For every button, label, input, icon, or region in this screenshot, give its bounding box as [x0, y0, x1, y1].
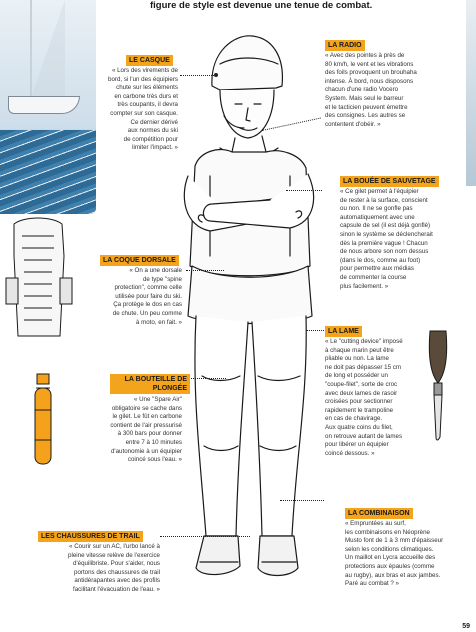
text-line: protections aux épaules (comme	[345, 562, 435, 570]
text-line: « Avec des pointes à près de	[325, 52, 405, 59]
text-line: Aux quatre coins du filet,	[325, 423, 393, 431]
text-line: pleine vitesse relève de l'exercice	[68, 551, 160, 559]
text-line: « Courir sur un AC, l'urbo lancé à	[69, 543, 160, 550]
text-line: aux normes du ski	[127, 127, 178, 135]
text-line: de type "spine	[142, 275, 182, 283]
text-line: pour permettre aux médias	[340, 265, 414, 273]
text-line: dès la première vague ! Chacun	[340, 239, 428, 247]
text-line: compter sur son casque.	[110, 109, 178, 117]
text-line: portons des chaussures de trail	[74, 568, 160, 576]
label-radio: LA RADIO	[325, 40, 365, 51]
text-line: antidérapantes avec des profils	[74, 577, 160, 585]
text-line: Un maillot en Lycra accueille des	[345, 554, 436, 562]
text-line: "coupe-filet", sorte de croc	[325, 380, 398, 388]
leader-dot	[214, 73, 218, 77]
text-line: pliable ou non. La lame	[325, 355, 389, 363]
text-line: avec deux lames de rasoir	[325, 389, 398, 397]
text-bouee	[340, 188, 470, 291]
text-line: chute sur les éléments	[116, 84, 178, 92]
text-lame	[325, 338, 427, 458]
label-casque: LE CASQUE	[126, 55, 173, 66]
text-casque	[76, 67, 178, 153]
text-line: bord, si l'un des équipiers	[108, 75, 178, 83]
page-number: 59	[462, 623, 470, 630]
text-line: entre 7 à 10 minutes	[125, 438, 182, 446]
label-chaussures: LES CHAUSSURES DE TRAIL	[38, 531, 143, 542]
text-line: 80 km/h, le vent et les vibrations	[325, 60, 414, 68]
text-line: au rugby), aux bras et aux jambes.	[345, 571, 441, 579]
label-lame: LA LAME	[325, 326, 362, 337]
text-line: Ça protège le dos en cas	[113, 301, 182, 309]
text-line: de nous arbore son nom dessus	[340, 248, 429, 256]
leader-casque	[180, 75, 216, 76]
text-line: des consignes. Les autres se	[325, 112, 406, 120]
text-line: coincé sous l'eau. »	[127, 456, 182, 464]
text-line: et le tacticien peuvent émettre	[325, 103, 408, 111]
text-line: Ce dernier dérivé	[130, 118, 178, 126]
text-line: System. Mais seul le barreur	[325, 94, 404, 102]
text-line: intense. À bord, nous disposons	[325, 77, 414, 85]
text-line: automatiquement avec une	[340, 213, 415, 221]
photo-strip-right	[466, 0, 476, 186]
text-line: contient de l'air pressurisé	[110, 421, 182, 429]
text-line: selon les conditions climatiques.	[345, 545, 434, 553]
text-line: « Le "cutting device" imposé	[325, 338, 403, 345]
text-line: de compétition pour	[123, 135, 178, 143]
text-line: « Ce gilet permet à l'équipier	[340, 188, 419, 195]
text-line: Paré au combat ? »	[345, 580, 400, 588]
label-coque: LA COQUE DORSALE	[100, 255, 179, 266]
text-line: capsule de sel (il est déjà gonflé)	[340, 222, 431, 230]
text-line: « Une "Spare Air"	[133, 396, 182, 403]
text-line: (dans le dos, comme au foot)	[340, 256, 421, 264]
label-bouteille: LA BOUTEILLE DE PLONGÉE	[110, 374, 190, 394]
text-line: à moto, en fait. »	[135, 318, 182, 326]
text-line: à chaque marin peut être	[325, 346, 394, 354]
leader-combinaison	[280, 500, 324, 501]
text-line: de commenter la course	[340, 273, 407, 281]
text-line: ne doit pas dépasser 15 cm	[325, 363, 402, 371]
text-bouteille	[70, 396, 182, 465]
text-line: obligatoire se cache dans	[111, 404, 182, 412]
text-line: « Empruntées au surf,	[345, 520, 406, 527]
header-text: figure de style est devenue une tenue de combat.	[150, 0, 373, 11]
text-line: utilisée pour faire du ski.	[115, 292, 182, 300]
text-combinaison	[345, 520, 473, 589]
text-line: le gilet. Le fût en carbone	[112, 413, 182, 421]
text-chaussures	[20, 543, 160, 595]
text-line: plus facilement. »	[340, 282, 389, 290]
label-combinaison: LA COMBINAISON	[345, 508, 413, 519]
leader-bouee	[286, 190, 322, 191]
text-line: ou non. Il ne se gonfle pas	[340, 205, 413, 213]
text-line: sinon le système se déclencherait	[340, 230, 433, 238]
text-line: très coupants, il devra	[117, 101, 178, 109]
text-line: d'autonomie à un équipier	[110, 447, 182, 455]
text-line: rapidement le trampoline	[325, 406, 394, 414]
text-line: coincé dessous. »	[325, 449, 375, 457]
text-line: de long et posséder un	[325, 372, 388, 380]
diving-bottle-illustration	[28, 370, 58, 470]
text-line: de chute. Un peu comme	[112, 309, 182, 317]
text-line: « On a une dorsale	[129, 267, 182, 274]
text-line: les combinaisons en Néoprène	[345, 528, 430, 536]
text-line: d'équilibriste. Pour s'aider, nous	[73, 560, 160, 568]
leader-coque	[186, 270, 224, 271]
text-line: on retrouve autant de lames	[325, 432, 403, 440]
text-line: en cas de chavirage.	[325, 415, 383, 423]
label-bouee: LA BOUÉE DE SAUVETAGE	[340, 176, 439, 187]
text-line: limiter l'impact. »	[132, 144, 178, 152]
text-radio	[325, 52, 455, 129]
text-line: à 300 bars pour donner	[117, 430, 182, 438]
text-line: facilitant l'évacuation de l'eau. »	[73, 585, 160, 593]
leader-chaussures	[160, 536, 250, 537]
text-coque	[86, 267, 182, 327]
text-line: de rester à la surface, conscient	[340, 196, 428, 204]
text-line: Musto font de 1 à 3 mm d'épaisseur	[345, 537, 444, 545]
back-protector-illustration	[4, 216, 74, 346]
text-line: en carbone très durs et	[114, 92, 178, 100]
leader-bouteille	[186, 378, 226, 379]
text-line: « Lors des virements de	[111, 67, 178, 74]
text-line: des foils provoquent un brouhaha	[325, 69, 417, 77]
knife-illustration	[424, 325, 452, 445]
text-line: chacun d'une radio Vocero	[325, 86, 399, 94]
text-line: croisées pour sectionner	[325, 398, 393, 406]
text-line: contentent d'obéir. »	[325, 120, 381, 128]
text-line: protection", comme celle	[114, 284, 182, 292]
text-line: pour libérer un équipier	[325, 441, 389, 449]
